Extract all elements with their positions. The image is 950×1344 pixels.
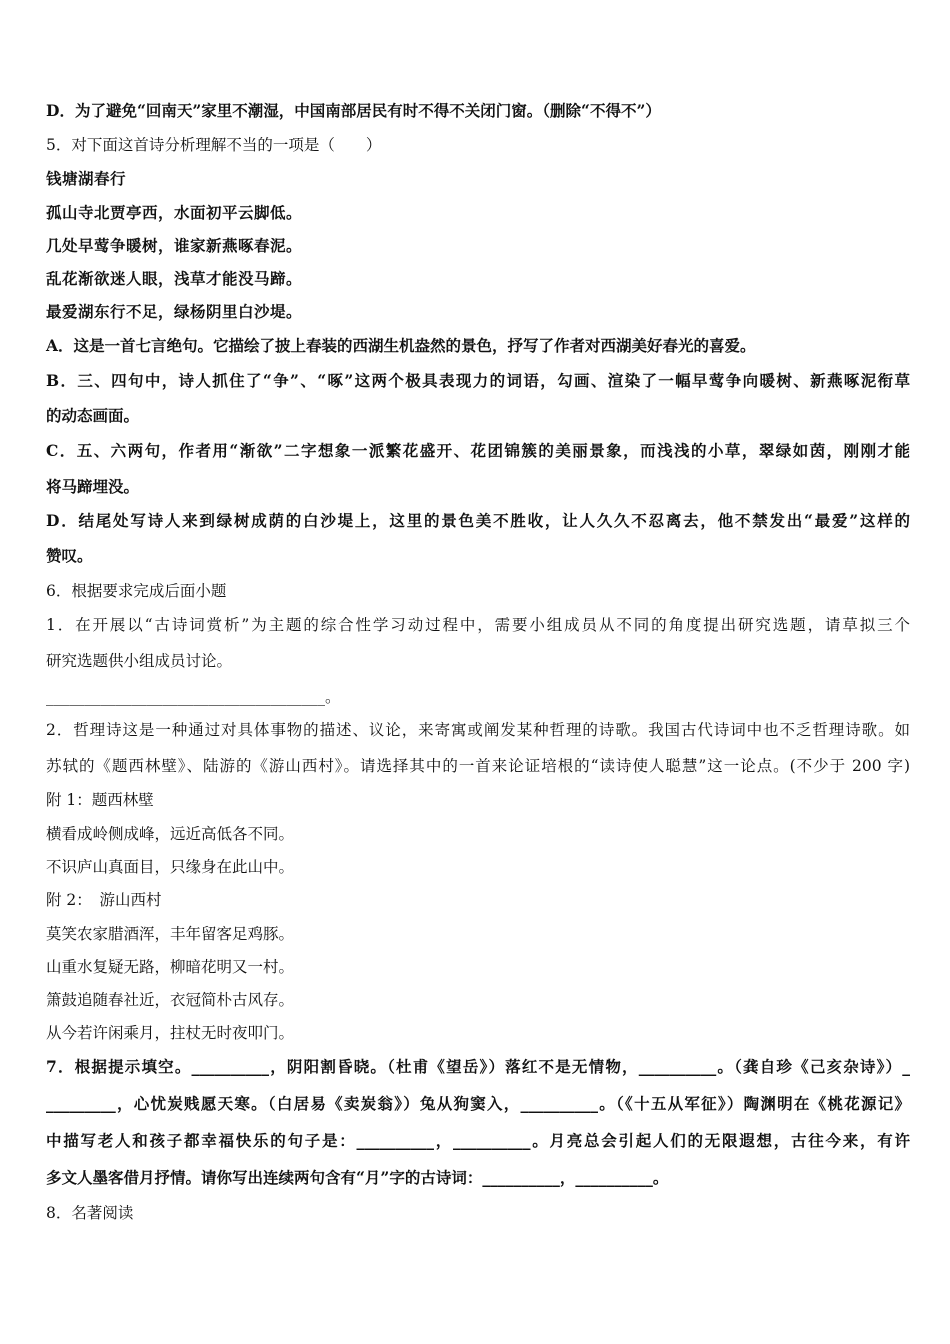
q6-sub1-line-1: 1．在开展以“古诗词赏析”为主题的综合性学习动过程中，需要小组成员从不同的角度提出研究选题，请草拟三个: [46, 616, 910, 634]
q6-sub2-line-1: 2．哲理诗这是一种通过对具体事物的描述、议论，来寄寓或阐发某种哲理的诗歌。我国古代诗词中也不乏哲理诗歌。如: [46, 721, 910, 739]
q5-poem-line-4: 最爱湖东行不足，绿杨阴里白沙堤。: [46, 302, 303, 321]
q6-attachment-2-line-3: 箫鼓追随春社近，衣冠简朴古风存。: [46, 991, 295, 1009]
q6-attachment-2-line-1: 莫笑农家腊酒浑，丰年留客足鸡豚。: [46, 925, 295, 943]
q7-line-2: _________，心忧炭贱愿天寒。（白居易《卖炭翁》）兔从狗窦入，__________。（《十五从军征》）陶渊明在《桃花源记》: [46, 1094, 910, 1113]
q6-sub1-line-2: 研究选题供小组成员讨论。: [46, 652, 233, 670]
q5-option-d-line-2: 赞叹。: [46, 546, 93, 565]
q5-poem-line-3: 乱花渐欲迷人眼，浅草才能没马蹄。: [46, 269, 303, 288]
q7-line-4: 多文人墨客借月抒情。请你写出连续两句含有“月”字的古诗词：__________，__________。: [46, 1168, 669, 1187]
q5-option-a: A．这是一首七言绝句。它描绘了披上春装的西湖生机盎然的景色，抒写了作者对西湖美好春光的喜爱。: [46, 336, 756, 355]
q4-option-d: D．为了避免“回南天”家里不潮湿，中国南部居民有时不得不关闭门窗。（删除“不得不”）: [46, 101, 661, 120]
q6-sub2-line-2: 苏轼的《题西林壁》、陆游的《游山西村》。请选择其中的一首来论证培根的“读诗使人聪慧”这一论点。(不少于 200 字): [46, 757, 910, 775]
q6-attachment-2-title: 附 2： 游山西村: [46, 891, 162, 909]
q6-attachment-1-line-2: 不识庐山真面目，只缘身在此山中。: [46, 858, 295, 876]
q5-option-c-line-2: 将马蹄埋没。: [46, 477, 140, 496]
q6-attachment-1-line-1: 横看成岭侧成峰，远近高低各不同。: [46, 825, 295, 843]
q5-option-c-line-1: C．五、六两句，作者用“渐欲”二字想象一派繁花盛开、花团锦簇的美丽景象，而浅浅的小草，翠绿如茵，刚刚才能: [46, 441, 910, 460]
q5-option-b-line-1: B．三、四句中，诗人抓住了“争”、“啄”这两个极具表现力的词语，勾画、渲染了一幅早莺争向暖树、新燕啄泥衔草: [46, 371, 910, 390]
q5-poem-title: 钱塘湖春行: [46, 169, 127, 188]
q5-option-d-line-1: D．结尾处写诗人来到绿树成荫的白沙堤上，这里的景色美不胜收，让人久久不忍离去，他不禁发出“最爱”这样的: [46, 511, 910, 530]
q7-line-1: 7．根据提示填空。__________，阴阳割昏晓。（杜甫《望岳》）落红不是无情物，__________。（龚自珍《己亥杂诗》）_: [46, 1057, 910, 1076]
q5-option-b-line-2: 的动态画面。: [46, 406, 140, 425]
q6-attachment-2-line-4: 从今若许闲乘月，拄杖无时夜叩门。: [46, 1024, 295, 1042]
q8-stem: 8．名著阅读: [46, 1204, 134, 1222]
q5-poem-line-1: 孤山寺北贾亭西，水面初平云脚低。: [46, 203, 303, 222]
q7-line-3: 中描写老人和孩子都幸福快乐的句子是：__________，__________。月亮总会引起人们的无限遐想，古往今来，有许: [46, 1131, 910, 1150]
q6-answer-blank[interactable]: ____________________________________。: [46, 688, 341, 706]
q6-attachment-1-title: 附 1：题西林壁: [46, 791, 154, 809]
q6-stem: 6．根据要求完成后面小题: [46, 582, 227, 600]
q6-attachment-2-line-2: 山重水复疑无路，柳暗花明又一村。: [46, 958, 295, 976]
q5-poem-line-2: 几处早莺争暖树，谁家新燕啄春泥。: [46, 236, 303, 255]
q5-stem: 5．对下面这首诗分析理解不当的一项是（ ）: [46, 136, 382, 154]
